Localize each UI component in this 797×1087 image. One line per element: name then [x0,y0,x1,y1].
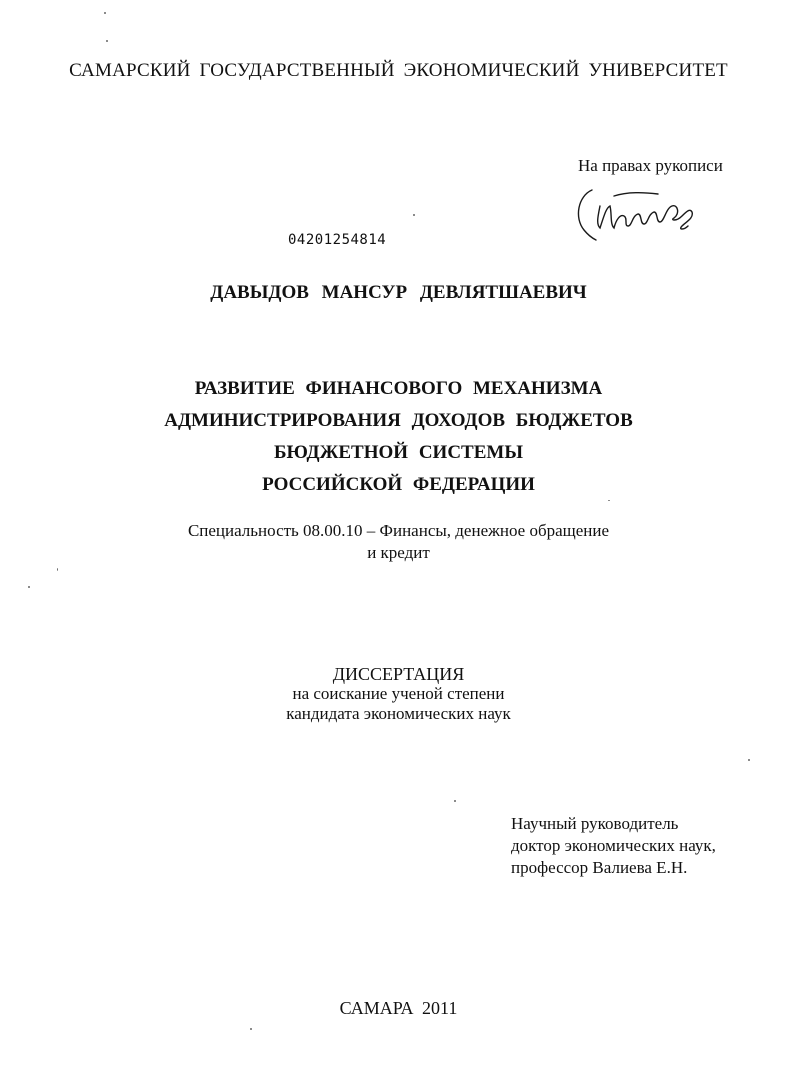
scan-speck [106,40,108,42]
scan-speck [28,586,30,588]
title-line: РАЗВИТИЕ ФИНАНСОВОГО МЕХАНИЗМА [194,378,603,399]
title-line: АДМИНИСТРИРОВАНИЯ ДОХОДОВ БЮДЖЕТОВ [164,410,633,431]
scan-speck [57,568,58,571]
specialty-line: Специальность 08.00.10 – Финансы, денежное обращение [187,521,610,540]
document-code: 04201254814 [288,232,387,248]
specialty-block [0,520,797,564]
dissertation-title [0,373,797,501]
scan-speck [608,500,610,501]
scan-speck [250,1028,252,1030]
dissertation-block [0,664,797,724]
scan-speck [454,800,456,802]
manuscript-rights-note: На правах рукописи [578,156,723,175]
handwritten-signature [570,178,700,248]
supervisor-line: доктор экономических наук, [511,836,716,855]
degree-line: на соискание ученой степени [292,684,505,703]
title-line: БЮДЖЕТНОЙ СИСТЕМЫ [274,442,523,463]
scan-speck [413,214,415,216]
degree-line: кандидата экономических наук [286,704,511,723]
author-name: ДАВЫДОВ МАНСУР ДЕВЛЯТШАЕВИЧ [210,282,587,303]
scan-speck [104,12,106,14]
city-year: САМАРА 2011 [339,998,458,1018]
scan-speck [748,759,750,761]
supervisor-line: профессор Валиева Е.Н. [511,858,688,877]
title-line: РОССИЙСКОЙ ФЕДЕРАЦИИ [262,474,535,495]
supervisor-block [511,813,716,879]
dissertation-label: ДИССЕРТАЦИЯ [332,664,465,684]
supervisor-line: Научный руководитель [511,814,679,833]
specialty-line: и кредит [367,543,430,562]
university-name: САМАРСКИЙ ГОСУДАРСТВЕННЫЙ ЭКОНОМИЧЕСКИЙ УНИВЕРСИТЕТ [69,60,728,81]
